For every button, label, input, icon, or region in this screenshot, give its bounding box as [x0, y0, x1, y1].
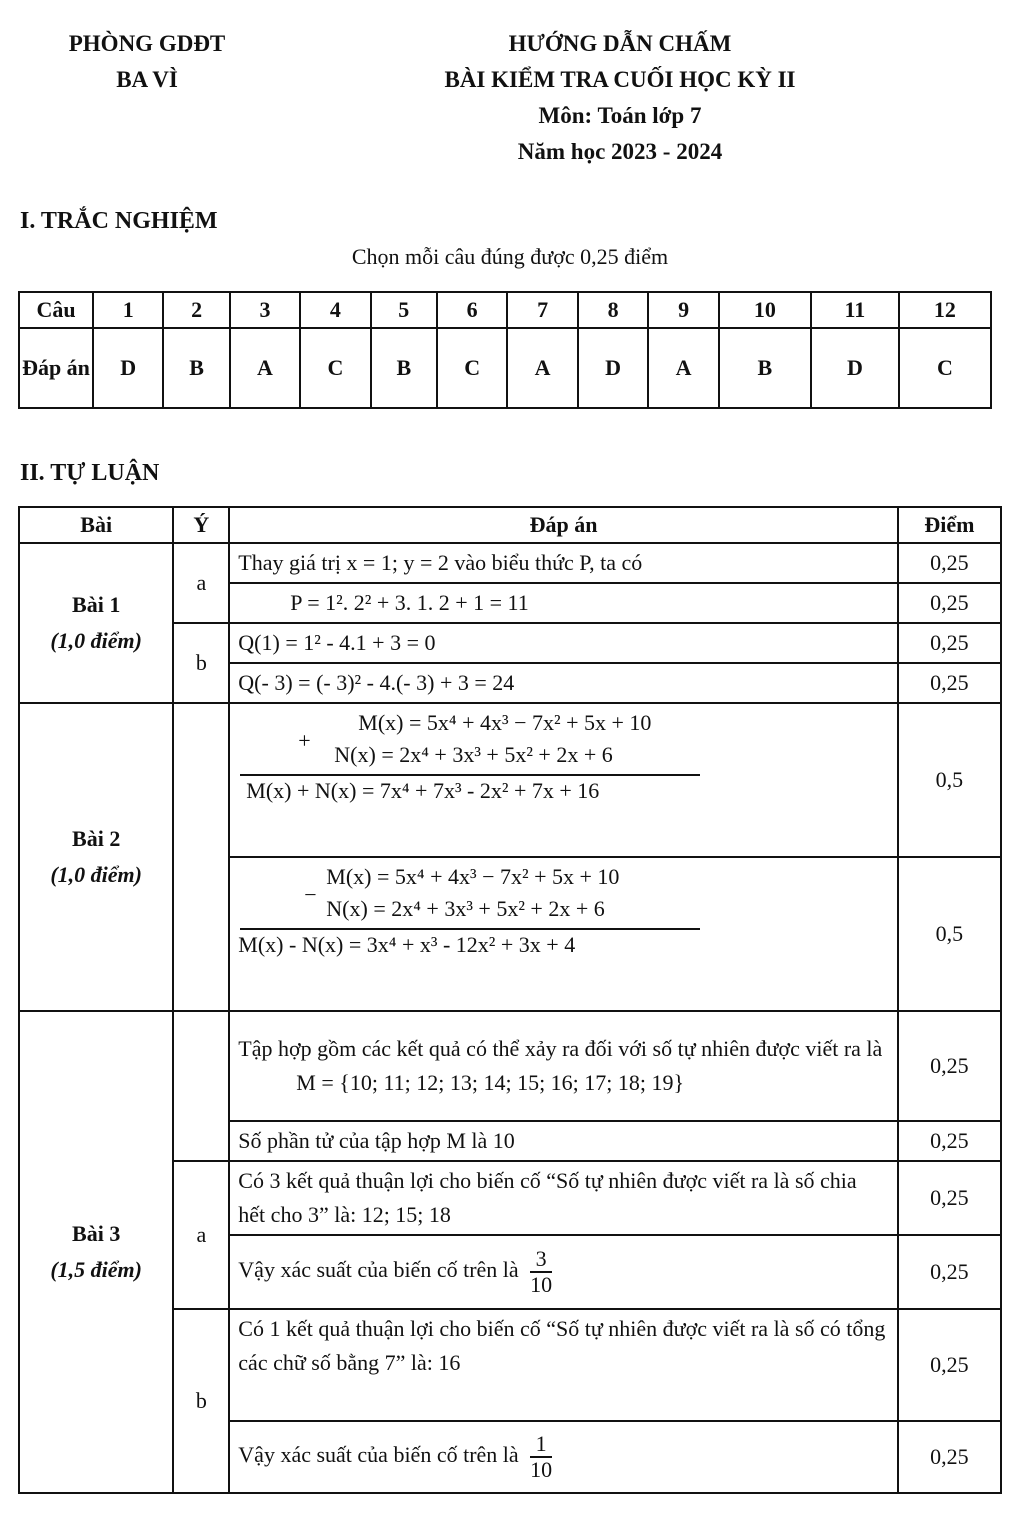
- bai3-a2: [229, 1235, 897, 1309]
- section1-title: I. TRẮC NGHIỆM: [20, 208, 218, 234]
- minus-sign: −: [304, 882, 317, 907]
- bai2-name: Bài 2: [72, 826, 121, 851]
- section1-note: Chọn mỗi câu đúng được 0,25 điểm: [351, 244, 669, 269]
- question-number: 12: [899, 292, 991, 328]
- answer-letter: C: [437, 328, 507, 408]
- score: 0,25: [898, 1121, 1001, 1161]
- score: 0,25: [898, 1421, 1001, 1493]
- bai2-subtraction: [229, 857, 897, 1011]
- bai3-part-a: a: [173, 1161, 229, 1309]
- bai2-addition: [229, 703, 897, 857]
- bai3-cell: [19, 1011, 173, 1493]
- polynomial-m2: M(x) = 5x⁴ + 4x³ − 7x² + 5x + 10: [326, 864, 620, 889]
- fraction-denominator: 10: [530, 1272, 553, 1297]
- bai3-set: M = {10; 11; 12; 13; 14; 15; 16; 17; 18; 19}: [296, 1070, 685, 1095]
- score: 0,25: [898, 623, 1001, 663]
- header-right: [360, 26, 880, 170]
- question-number: 5: [371, 292, 437, 328]
- question-row: [19, 292, 991, 328]
- doc-title: HƯỚNG DẪN CHẤM: [508, 31, 732, 56]
- score: 0,25: [898, 1161, 1001, 1235]
- col-y-header: Ý: [173, 507, 229, 543]
- answer-letter: B: [163, 328, 229, 408]
- question-number: 3: [230, 292, 300, 328]
- addition-block: [238, 706, 888, 854]
- bai3-a2-text: Vậy xác suất của biến cố trên là: [238, 1257, 519, 1283]
- bai3-t2: Số phần tử của tập hợp M là 10: [229, 1121, 897, 1161]
- bai3-b2-text: Vậy xác suất của biến cố trên là: [238, 1442, 519, 1468]
- district-name: BA VÌ: [116, 67, 178, 92]
- question-number: 8: [578, 292, 648, 328]
- col-bai-header: Bài: [19, 507, 173, 543]
- fraction-numerator: 1: [530, 1432, 552, 1458]
- bai1-points: (1,0 điểm): [50, 628, 142, 653]
- question-number: 7: [507, 292, 577, 328]
- exam-title: BÀI KIỂM TRA CUỐI HỌC KỲ II: [444, 67, 796, 92]
- bai3-t1-text: Tập hợp gồm các kết quả có thể xảy ra đối với số tự nhiên được viết ra là: [238, 1036, 883, 1061]
- bai3-points: (1,5 điểm): [50, 1257, 142, 1282]
- section2-title: II. TỰ LUẬN: [20, 460, 160, 486]
- fraction-numerator: 3: [530, 1247, 552, 1273]
- fraction: [530, 1432, 552, 1482]
- answer-letter: A: [648, 328, 718, 408]
- essay-table: [18, 506, 1002, 1494]
- bai3-part-empty: [173, 1011, 229, 1161]
- bai1-name: Bài 1: [72, 592, 121, 617]
- answer-letter: D: [811, 328, 899, 408]
- answer-letter: C: [899, 328, 991, 408]
- polynomial-diff: M(x) - N(x) = 3x⁴ + x³ - 12x² + 3x + 4: [238, 932, 576, 957]
- multiple-choice-table: [18, 291, 992, 409]
- answer-letter: B: [371, 328, 437, 408]
- bai1-b2: Q(- 3) = (- 3)² - 4.(- 3) + 3 = 24: [229, 663, 897, 703]
- answer-letter: A: [230, 328, 300, 408]
- bai2-cell: [19, 703, 173, 1011]
- question-number: 1: [93, 292, 163, 328]
- bai1-b1: Q(1) = 1² - 4.1 + 3 = 0: [229, 623, 897, 663]
- score: 0,25: [898, 583, 1001, 623]
- polynomial-n: N(x) = 2x⁴ + 3x³ + 5x² + 2x + 6: [334, 742, 613, 767]
- bai1-a1: Thay giá trị x = 1; y = 2 vào biểu thức P, ta có: [229, 543, 897, 583]
- bai2-points: (1,0 điểm): [50, 862, 142, 887]
- question-number: 11: [811, 292, 899, 328]
- header-left: [42, 26, 252, 98]
- bai3-part-b: b: [173, 1309, 229, 1493]
- table-row: [19, 703, 1001, 857]
- answer-letter: C: [300, 328, 370, 408]
- bai3-b2: [229, 1421, 897, 1493]
- bai1-cell: [19, 543, 173, 703]
- fraction: [530, 1247, 552, 1297]
- question-number: 10: [719, 292, 811, 328]
- school-year: Năm học 2023 - 2024: [517, 139, 723, 164]
- answer-row-label: Đáp án: [19, 328, 93, 408]
- answer-letter: D: [93, 328, 163, 408]
- fraction-denominator: 10: [530, 1457, 553, 1482]
- col-diem-header: Điểm: [898, 507, 1001, 543]
- polynomial-sum: M(x) + N(x) = 7x⁴ + 7x³ - 2x² + 7x + 16: [246, 778, 600, 803]
- question-row-label: Câu: [19, 292, 93, 328]
- table-row: [19, 1011, 1001, 1121]
- subject: Môn: Toán lớp 7: [538, 103, 702, 128]
- table-row: [19, 543, 1001, 583]
- question-number: 2: [163, 292, 229, 328]
- score: 0,25: [898, 543, 1001, 583]
- bai3-t1: [229, 1011, 897, 1121]
- score: 0,25: [898, 1309, 1001, 1421]
- bai3-name: Bài 3: [72, 1221, 121, 1246]
- essay-header-row: [19, 507, 1001, 543]
- answer-letter: B: [719, 328, 811, 408]
- polynomial-n2: N(x) = 2x⁴ + 3x³ + 5x² + 2x + 6: [326, 896, 605, 921]
- col-dapan-header: Đáp án: [229, 507, 897, 543]
- answer-letter: A: [507, 328, 577, 408]
- department-name: PHÒNG GDĐT: [68, 31, 226, 56]
- score: 0,5: [898, 857, 1001, 1011]
- bai2-part-empty: [173, 703, 229, 1011]
- bai3-a1: Có 3 kết quả thuận lợi cho biến cố “Số tự nhiên được viết ra là số chia hết cho 3” là: 12; 15; 18: [229, 1161, 897, 1235]
- score: 0,5: [898, 703, 1001, 857]
- question-number: 4: [300, 292, 370, 328]
- bai1-a2: P = 1². 2² + 3. 1. 2 + 1 = 11: [229, 583, 897, 623]
- plus-sign: +: [298, 728, 311, 753]
- answer-letter: D: [578, 328, 648, 408]
- question-number: 6: [437, 292, 507, 328]
- bai1-part-b: b: [173, 623, 229, 703]
- score: 0,25: [898, 663, 1001, 703]
- subtraction-block: [238, 860, 888, 1008]
- answer-row: [19, 328, 991, 408]
- bai1-part-a: a: [173, 543, 229, 623]
- question-number: 9: [648, 292, 718, 328]
- score: 0,25: [898, 1235, 1001, 1309]
- polynomial-m: M(x) = 5x⁴ + 4x³ − 7x² + 5x + 10: [358, 710, 652, 735]
- bai3-b1: Có 1 kết quả thuận lợi cho biến cố “Số tự nhiên được viết ra là số có tổng các chữ số bằng 7” là: 16: [229, 1309, 897, 1421]
- score: 0,25: [898, 1011, 1001, 1121]
